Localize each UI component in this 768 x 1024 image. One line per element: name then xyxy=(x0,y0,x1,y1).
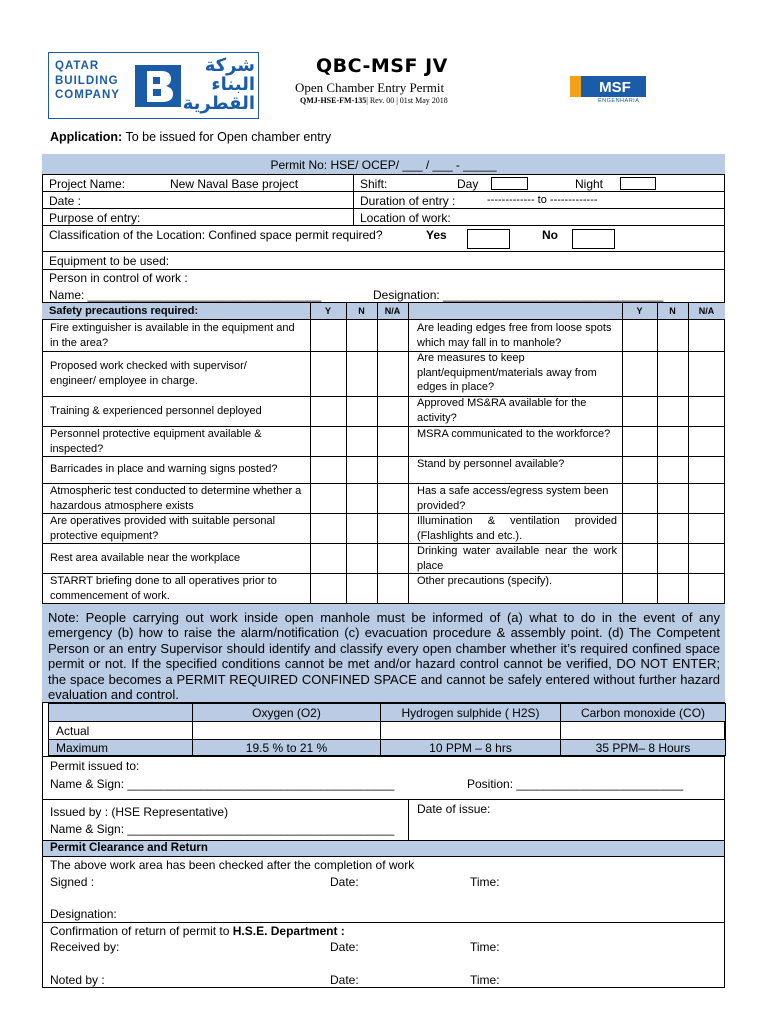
noted-date-label[interactable]: Date: xyxy=(330,973,359,987)
issued-to-position[interactable]: Position: _________________________ xyxy=(467,777,684,791)
night-checkbox[interactable] xyxy=(620,177,656,190)
col-divider xyxy=(622,303,623,603)
doc-ref-code: QMJ-HSE-FM-135 xyxy=(300,96,367,105)
safety-item-left: Are operatives provided with suitable personal protective equipment? xyxy=(50,515,276,542)
gas-row-actual-label: Actual xyxy=(56,724,90,738)
safety-item-left: Proposed work checked with supervisor/ engineer/ employee in charge. xyxy=(50,360,247,387)
noted-time-label[interactable]: Time: xyxy=(470,973,500,987)
gas-max-oxygen: 19.5 % to 21 % xyxy=(245,741,328,755)
logo-english-text xyxy=(55,59,120,103)
clearance-time-label[interactable]: Time: xyxy=(470,875,500,889)
logo-ar-line-1: شركة xyxy=(204,55,255,76)
qbc-logo xyxy=(48,52,259,119)
day-label: Day xyxy=(457,177,479,191)
received-date-label[interactable]: Date: xyxy=(330,940,359,954)
gas-col-h2s: Hydrogen sulphide ( H2S) xyxy=(401,706,540,720)
permit-number-row xyxy=(42,154,725,175)
day-checkbox[interactable] xyxy=(491,177,528,190)
location-label: Location of work: xyxy=(360,211,451,225)
safety-item-right: Other precautions (specify). xyxy=(417,575,553,587)
yes-checkbox[interactable] xyxy=(467,229,510,249)
purpose-row xyxy=(42,209,725,226)
safety-item-left: Personnel protective equipment available & inspected? xyxy=(50,428,262,455)
col-divider xyxy=(310,303,311,603)
col-divider xyxy=(688,303,689,603)
clearance-designation[interactable]: Designation: xyxy=(50,907,117,921)
safety-item-left: Fire extinguisher is available in the equipment and in the area? xyxy=(50,322,295,349)
divider xyxy=(353,175,354,226)
noted-by-label[interactable]: Noted by : xyxy=(50,973,105,987)
msf-sub-text: ENGENHARIA xyxy=(598,98,640,104)
confirmation-text: Confirmation of return of permit to xyxy=(50,924,233,938)
document-reference xyxy=(300,96,448,105)
qbc-b-icon xyxy=(133,62,183,110)
gas-col-co: Carbon monoxide (CO) xyxy=(580,706,706,720)
project-name-label: Project Name: xyxy=(49,177,126,191)
safety-item-right: Has a safe access/egress system been provided? xyxy=(417,485,609,512)
logo-line-2: BUILDING xyxy=(55,74,119,87)
document-subtitle: Open Chamber Entry Permit xyxy=(295,80,445,95)
project-row xyxy=(42,175,725,192)
logo-ar-line-2: البناء xyxy=(211,74,255,95)
col-divider xyxy=(346,303,347,603)
safety-item-right: MSRA communicated to the workforce? xyxy=(417,428,611,440)
application-line xyxy=(50,130,331,144)
application-label: Application: xyxy=(50,130,123,144)
date-of-issue[interactable]: Date of issue: xyxy=(417,802,491,816)
duration-label: Duration of entry : xyxy=(360,194,456,208)
row-divider xyxy=(48,739,726,740)
safety-item-left: STARRT briefing done to all operatives prior to commencement of work. xyxy=(50,575,277,602)
col-y-left: Y xyxy=(324,306,331,316)
col-divider xyxy=(377,303,378,603)
safety-item-left: Barricades in place and warning signs posted? xyxy=(50,463,278,475)
col-y-right: Y xyxy=(636,306,643,316)
safety-item-right: Stand by personnel available? xyxy=(417,458,565,470)
gas-max-co: 35 PPM– 8 Hours xyxy=(595,741,691,755)
safety-item-left: Atmospheric test conducted to determine whether a hazardous atmosphere exists xyxy=(50,485,302,512)
safety-item-right: Drinking water available near the work place xyxy=(417,545,617,572)
col-n-right: N xyxy=(669,306,676,316)
logo-ar-line-3: القطرية xyxy=(182,93,255,114)
classification-label: Classification of the Location: Confined space permit required? xyxy=(49,228,383,242)
safety-item-right: Approved MS&RA available for the activity? xyxy=(417,397,587,424)
gas-max-h2s: 10 PPM – 8 hrs xyxy=(429,741,512,755)
safety-item-right: Illumination & ventilation provided (Flashlights and etc.). xyxy=(417,515,617,542)
clearance-header: Permit Clearance and Return xyxy=(50,842,208,854)
clearance-header-row xyxy=(43,841,724,856)
application-text: To be issued for Open chamber entry xyxy=(122,130,332,144)
col-divider xyxy=(408,303,409,603)
night-label: Night xyxy=(575,177,604,191)
issued-to-label: Permit issued to: xyxy=(50,759,140,773)
date-label: Date : xyxy=(49,194,82,208)
date-row xyxy=(42,192,725,209)
row-divider xyxy=(42,756,725,757)
col-divider xyxy=(408,799,409,840)
duration-value: ------------- to ------------- xyxy=(487,194,598,206)
safety-item-left: Rest area available near the workplace xyxy=(50,552,241,564)
safety-header: Safety precautions required: xyxy=(49,305,199,317)
shift-label: Shift: xyxy=(360,177,388,191)
issued-by-label: Issued by : (HSE Representative) xyxy=(50,805,229,819)
doc-ref-rest: | Rev. 00 | 01st May 2018 xyxy=(366,96,448,105)
col-na-left: N/A xyxy=(384,306,401,316)
yes-label: Yes xyxy=(426,228,447,242)
logo-line-3: COMPANY xyxy=(55,89,120,101)
issued-to-name-sign[interactable]: Name & Sign: ________________________________________ xyxy=(50,777,395,791)
row-divider xyxy=(42,856,725,857)
signed-label[interactable]: Signed : xyxy=(50,875,95,889)
person-designation-field[interactable]: Designation: _________________________________ xyxy=(373,288,664,302)
row-divider xyxy=(42,799,725,800)
safety-note: Note: People carrying out work inside open manhole must be informed of (a) what to do in the event of any emergency (b) how to raise the alarm/notification (c) evacuation procedure & assembly point. (d) The Competent Person or an entry Supervisor should identify and classify every open chamber whether it’s required confined space permit or not. If the specified conditions cannot be met and/or hazard control cannot be verified, DO NOT ENTER; the space becomes a PERMIT REQUIRED CONFINED SPACE and cannot be safely entered without further hazard evaluation and control. xyxy=(48,610,720,703)
safety-item-left: Training & experienced personnel deployed xyxy=(50,405,262,417)
gas-row-max-label: Maximum xyxy=(56,741,109,755)
no-checkbox[interactable] xyxy=(572,229,615,249)
document-title: QBC-MSF JV xyxy=(316,55,448,77)
row-divider xyxy=(48,721,726,722)
person-name-field[interactable]: Name: ___________________________________ xyxy=(49,288,322,302)
gas-col-oxygen: Oxygen (O2) xyxy=(252,706,321,720)
received-time-label[interactable]: Time: xyxy=(470,940,500,954)
project-name-value: New Naval Base project xyxy=(170,177,299,191)
no-label: No xyxy=(542,228,558,242)
row-divider xyxy=(42,922,725,923)
purpose-label: Purpose of entry: xyxy=(49,211,141,225)
equipment-label: Equipment to be used: xyxy=(49,254,170,268)
clearance-checked-text: The above work area has been checked after the completion of work xyxy=(50,858,415,872)
msf-logo-text: MSF xyxy=(599,79,631,96)
col-na-right: N/A xyxy=(698,306,715,316)
confirmation-line xyxy=(50,924,345,938)
received-by-label[interactable]: Received by: xyxy=(50,940,120,954)
col-n-left: N xyxy=(358,306,365,316)
logo-line-1: QATAR xyxy=(55,60,100,72)
logo-arabic-text xyxy=(181,56,255,113)
classification-row xyxy=(42,226,725,252)
issued-by-name-sign[interactable]: Name & Sign: ________________________________________ xyxy=(50,822,395,836)
safety-item-right: Are measures to keep plant/equipment/materials away from edges in place? xyxy=(417,352,597,393)
clearance-date-label[interactable]: Date: xyxy=(330,875,359,889)
permit-number: Permit No: HSE/ OCEP/ ___ / ___ - _____ xyxy=(270,158,497,172)
confirmation-department: H.S.E. Department : xyxy=(232,924,345,938)
person-control-row xyxy=(42,270,725,303)
equipment-row xyxy=(42,252,725,270)
safety-item-right: Are leading edges free from loose spots which may fall in to manhole? xyxy=(417,322,612,349)
person-control-label: Person in control of work : xyxy=(49,271,188,285)
col-divider xyxy=(657,303,658,603)
